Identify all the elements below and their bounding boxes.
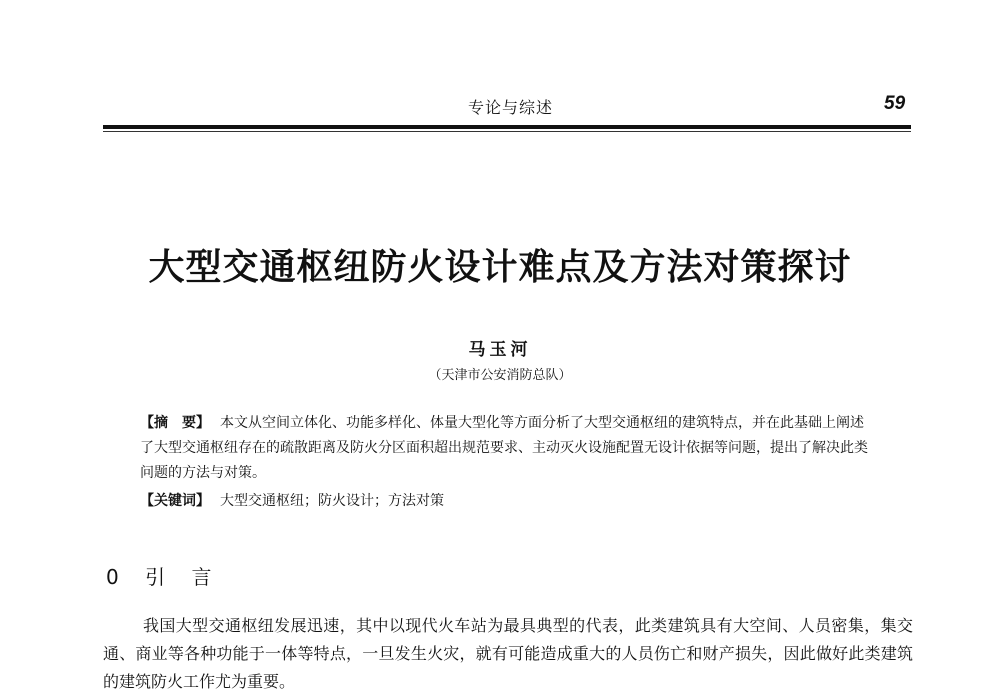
keywords-text: 大型交通枢纽；防火设计；方法对策 — [220, 493, 444, 509]
body-paragraph: 我国大型交通枢纽发展迅速，其中以现代火车站为最具典型的代表，此类建筑具有大空间、人员密集，集交通、商业等各种功能于一体等特点，一旦发生火灾，就有可能造成重大的人员伤亡和财产损失，因此做好此类建筑的建筑防火工作尤为重要。 — [103, 616, 913, 691]
author-affiliation: （天津市公安消防总队） — [428, 368, 572, 383]
author-name: 马玉河 — [468, 340, 532, 360]
article-title: 大型交通枢纽防火设计难点及方法对策探讨 — [148, 247, 852, 288]
section-heading: 0 引 言 — [106, 565, 222, 589]
keywords — [140, 490, 870, 510]
header-rule-thin — [103, 131, 911, 132]
page-number: 59 — [884, 93, 906, 114]
abstract-label: 【摘 要】 — [140, 415, 210, 431]
abstract-text: 本文从空间立体化、功能多样化、体量大型化等方面分析了大型交通枢纽的建筑特点，并在此基础上阐述了大型交通枢纽存在的疏散距离及防火分区面积超出规范要求、主动灭火设施配置无设计依据等问题，提出了解决此类问题的方法与对策。 — [140, 415, 868, 481]
header-rule-thick — [103, 125, 911, 129]
running-head — [0, 95, 1000, 119]
keywords-label: 【关键词】 — [140, 493, 210, 509]
section-label: 专论与综述 — [468, 98, 554, 117]
abstract — [140, 411, 870, 486]
